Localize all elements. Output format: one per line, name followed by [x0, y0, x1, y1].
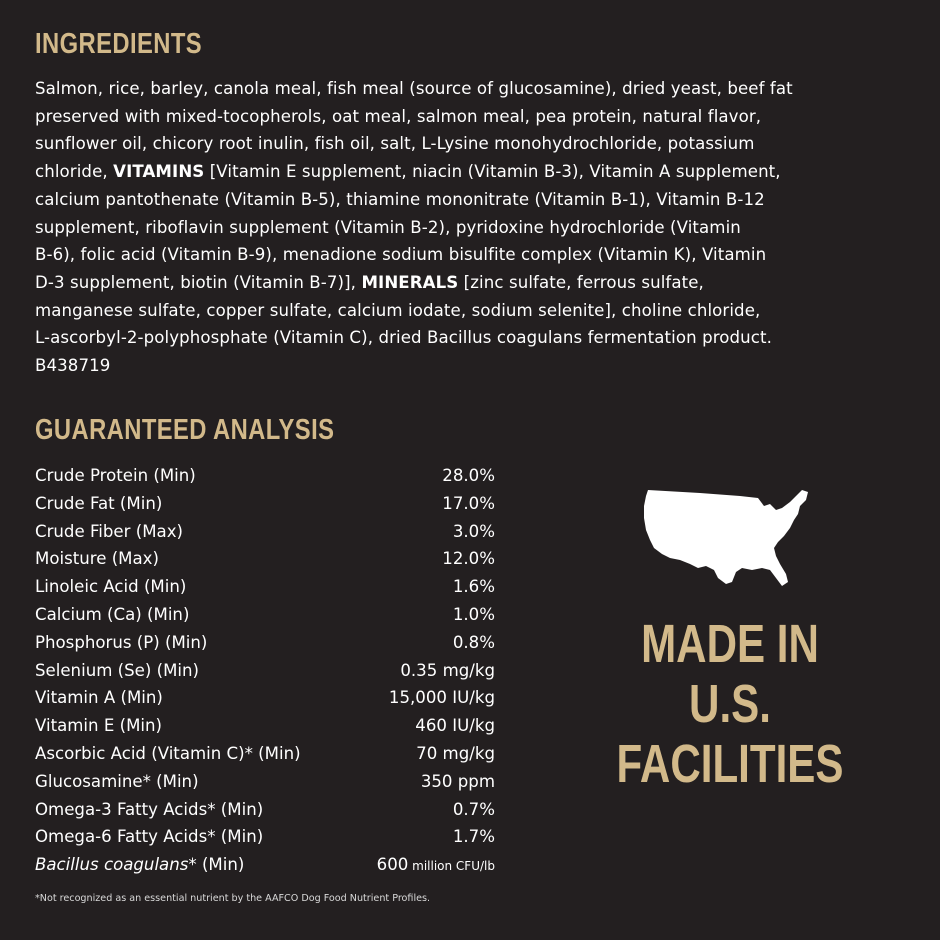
ingredients-segment: D-3 supplement, biotin (Vitamin B-7)], — [35, 272, 362, 292]
analysis-value: 12.0% — [442, 549, 495, 569]
analysis-value: 1.7% — [452, 827, 495, 847]
analysis-label: Crude Protein (Min) — [35, 466, 196, 485]
analysis-row — [35, 712, 495, 740]
analysis-value: 350 ppm — [420, 771, 495, 791]
usa-map-icon — [640, 484, 820, 594]
analysis-value: 17.0% — [442, 493, 495, 513]
ingredients-segment: B438719 — [35, 356, 111, 376]
analysis-row — [35, 601, 495, 629]
ingredients-heading: INGREDIENTS — [35, 28, 203, 60]
ingredients-segment: calcium pantothenate (Vitamin B-5), thiamine mononitrate (Vitamin B-1), Vitamin B-12 — [35, 189, 765, 209]
ingredients-segment: supplement, riboflavin supplement (Vitamin B-2), pyridoxine hydrochloride (Vitamin — [35, 217, 741, 237]
analysis-row — [35, 684, 495, 712]
analysis-row — [35, 518, 495, 546]
analysis-value: 600 million CFU/lb — [376, 855, 495, 875]
guaranteed-analysis-heading: GUARANTEED ANALYSIS — [35, 414, 335, 446]
ingredients-line — [35, 352, 915, 380]
ingredients-line — [35, 103, 915, 131]
badge-line-1: MADE IN — [641, 614, 819, 674]
ingredients-segment: preserved with mixed-tocopherols, oat meal, salmon meal, pea protein, natural flavor, — [35, 106, 762, 126]
ingredients-section-label: MINERALS — [361, 272, 459, 292]
analysis-row — [35, 740, 495, 768]
guaranteed-analysis-table — [35, 462, 495, 879]
footnote: *Not recognized as an essential nutrient by the AAFCO Dog Food Nutrient Profiles. — [35, 893, 431, 904]
analysis-label: Calcium (Ca) (Min) — [35, 604, 190, 624]
badge-line-2: U.S. — [689, 674, 771, 734]
ingredients-line — [35, 214, 915, 242]
analysis-value: 3.0% — [452, 521, 495, 541]
analysis-label: Vitamin A (Min) — [35, 688, 163, 708]
ingredients-line — [35, 186, 915, 214]
analysis-label: Linoleic Acid (Min) — [35, 577, 187, 597]
analysis-label: Bacillus coagulans* (Min) — [35, 855, 245, 875]
ingredients-segment: manganese sulfate, copper sulfate, calcium iodate, sodium selenite], choline chloride, — [35, 300, 761, 320]
analysis-label: Crude Fat (Min) — [35, 493, 163, 513]
analysis-row — [35, 629, 495, 657]
analysis-row — [35, 545, 495, 573]
analysis-row-bacillus — [35, 851, 495, 879]
ingredients-section-label: VITAMINS — [113, 162, 205, 182]
analysis-value: 0.8% — [452, 632, 495, 652]
analysis-value: 0.7% — [452, 799, 495, 819]
ingredients-segment: [Vitamin E supplement, niacin (Vitamin B-3), Vitamin A supplement, — [204, 162, 781, 182]
analysis-label: Omega-6 Fatty Acids* (Min) — [35, 827, 264, 847]
analysis-label: Glucosamine* (Min) — [35, 771, 199, 791]
analysis-row — [35, 796, 495, 824]
made-in-usa-badge — [560, 614, 900, 794]
analysis-row — [35, 490, 495, 518]
analysis-label: Phosphorus (P) (Min) — [35, 632, 208, 652]
analysis-row — [35, 573, 495, 601]
analysis-row — [35, 657, 495, 685]
analysis-row — [35, 768, 495, 796]
ingredients-text — [35, 75, 915, 380]
badge-line-3: FACILITIES — [616, 734, 844, 794]
analysis-value: 1.6% — [452, 577, 495, 597]
ingredients-segment: B-6), folic acid (Vitamin B-9), menadione sodium bisulfite complex (Vitamin K), Vitamin — [35, 245, 767, 265]
ingredients-segment: chloride, — [35, 162, 114, 182]
analysis-row — [35, 462, 495, 490]
analysis-value: 70 mg/kg — [416, 743, 495, 763]
analysis-value: 1.0% — [452, 604, 495, 624]
ingredients-segment: [zinc sulfate, ferrous sulfate, — [458, 272, 704, 292]
analysis-label: Ascorbic Acid (Vitamin C)* (Min) — [35, 743, 301, 763]
analysis-row — [35, 823, 495, 851]
ingredients-segment: L-ascorbyl-2-polyphosphate (Vitamin C), dried Bacillus coagulans fermentation product. — [35, 328, 772, 348]
ingredients-segment: sunflower oil, chicory root inulin, fish oil, salt, L-Lysine monohydrochloride, potassium — [35, 134, 755, 154]
analysis-value: 15,000 IU/kg — [388, 688, 495, 708]
ingredients-line — [35, 297, 915, 325]
analysis-value: 28.0% — [442, 466, 495, 485]
ingredients-line — [35, 241, 915, 269]
analysis-label: Omega-3 Fatty Acids* (Min) — [35, 799, 264, 819]
ingredients-segment: Salmon, rice, barley, canola meal, fish meal (source of glucosamine), dried yeast, beef fat — [35, 79, 793, 98]
ingredients-line — [35, 269, 915, 297]
ingredients-line — [35, 75, 915, 103]
analysis-value: 460 IU/kg — [415, 716, 495, 736]
ingredients-line — [35, 130, 915, 158]
analysis-value: 0.35 mg/kg — [400, 660, 495, 680]
analysis-label: Selenium (Se) (Min) — [35, 660, 200, 680]
ingredients-line — [35, 158, 915, 186]
ingredients-line — [35, 324, 915, 352]
analysis-label: Crude Fiber (Max) — [35, 521, 183, 541]
analysis-label: Vitamin E (Min) — [35, 716, 162, 736]
analysis-label: Moisture (Max) — [35, 549, 159, 569]
